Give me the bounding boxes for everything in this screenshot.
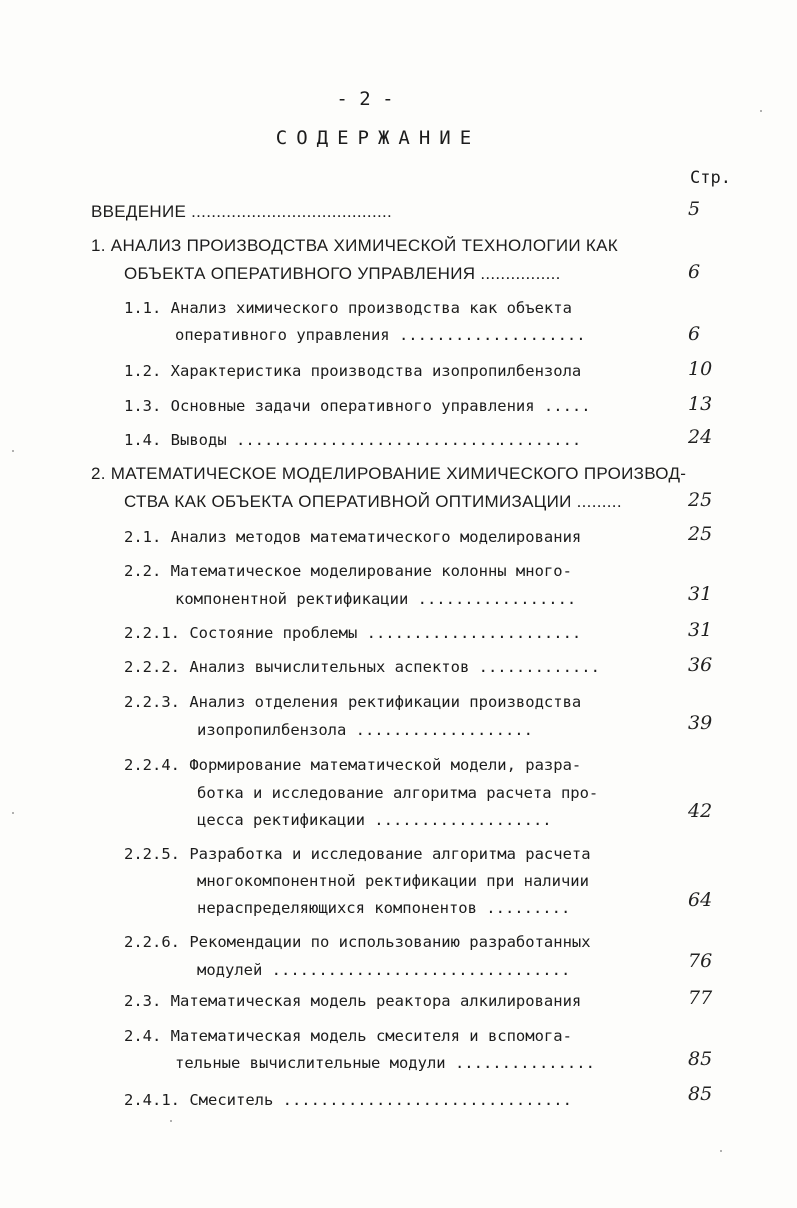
toc-entry-line: компонентной ректификации ................. [175,590,577,608]
toc-entry-line: 2.2.6. Рекомендации по использованию разработанных [124,933,591,951]
toc-entry-line: изопропилбензола ................... [197,721,533,739]
toc-entry-line: оперативного управления .................... [175,326,586,344]
toc-entry-page: 36 [688,654,713,676]
page-column-label: Стр. [690,168,731,188]
toc-entry-line: 2.4. Математическая модель смесителя и вспомога- [124,1027,572,1045]
toc-entry-page: 6 [688,323,701,345]
toc-entry-line: 2.4.1. Смеситель ............................... [124,1091,572,1109]
toc-entry-page: 10 [688,358,713,380]
toc-entry-line: 2.2.2. Анализ вычислительных аспектов ............. [124,658,600,676]
toc-entry-page: 85 [688,1083,713,1105]
toc-entry-page: 76 [688,950,713,972]
toc-entry-line: 2.1. Анализ методов математического моделирования [124,528,582,546]
scan-speck [12,450,14,452]
toc-entry-page: 13 [688,393,713,415]
toc-entry-page: 85 [688,1048,713,1070]
toc-entry-line: модулей ................................ [197,961,571,979]
toc-entry-page: 39 [688,712,713,734]
scan-speck [720,1150,722,1152]
toc-entry-page: 42 [688,800,713,822]
toc-entry-line: 1. АНАЛИЗ ПРОИЗВОДСТВА ХИМИЧЕСКОЙ ТЕХНОЛОГИИ КАК [91,236,618,255]
page-number: - 2 - [336,88,394,110]
toc-entry-line: многокомпонентной ректификации при наличии [197,872,589,890]
toc-entry-page: 31 [688,583,713,605]
toc-entry-page: 25 [688,523,713,545]
toc-entry-page: 77 [688,987,713,1009]
toc-entry-line: 1.3. Основные задачи оперативного управления ..... [124,397,591,415]
toc-entry-line: 2.2. Математическое моделирование колонны много- [124,562,572,580]
toc-entry-line: цесса ректификации ................... [197,811,552,829]
toc-entry-line: 2.2.3. Анализ отделения ректификации производства [124,693,582,711]
scan-speck [12,812,14,814]
toc-entry-line: 2.2.1. Состояние проблемы ....................... [124,624,582,642]
toc-entry-line: ОБЪЕКТА ОПЕРАТИВНОГО УПРАВЛЕНИЯ ................ [124,264,561,283]
toc-entry-page: 6 [688,261,701,283]
toc-entry-line: ВВЕДЕНИЕ ........................................ [91,202,393,221]
page-title: СОДЕРЖАНИЕ [275,127,481,149]
toc-entry-page: 25 [688,489,713,511]
scan-speck [170,1120,172,1122]
toc-entry-line: 1.2. Характеристика производства изопропилбензола [124,362,582,380]
toc-entry-line: 2.3. Математическая модель реактора алкилирования [124,992,582,1010]
toc-entry-page: 31 [688,619,713,641]
toc-entry-page: 24 [688,426,713,448]
toc-entry-line: СТВА КАК ОБЪЕКТА ОПЕРАТИВНОЙ ОПТИМИЗАЦИИ ......... [124,492,622,511]
toc-entry-line: 2.2.5. Разработка и исследование алгоритма расчета [124,845,591,863]
toc-entry-line: тельные вычислительные модули ............... [175,1054,595,1072]
toc-entry-line: 1.4. Выводы ..................................... [124,431,582,449]
toc-entry-line: нераспределяющихся компонентов ......... [197,899,571,917]
toc-entry-line: 1.1. Анализ химического производства как объекта [124,299,572,317]
toc-entry-line: 2. МАТЕМАТИЧЕСКОЕ МОДЕЛИРОВАНИЕ ХИМИЧЕСКОГО ПРОИЗВОД- [91,464,687,483]
scan-speck [760,110,762,112]
toc-entry-line: ботка и исследование алгоритма расчета про- [197,784,599,802]
toc-entry-line: 2.2.4. Формирование математической модели, разра- [124,756,582,774]
toc-entry-page: 64 [688,889,713,911]
toc-entry-page: 5 [688,198,701,220]
